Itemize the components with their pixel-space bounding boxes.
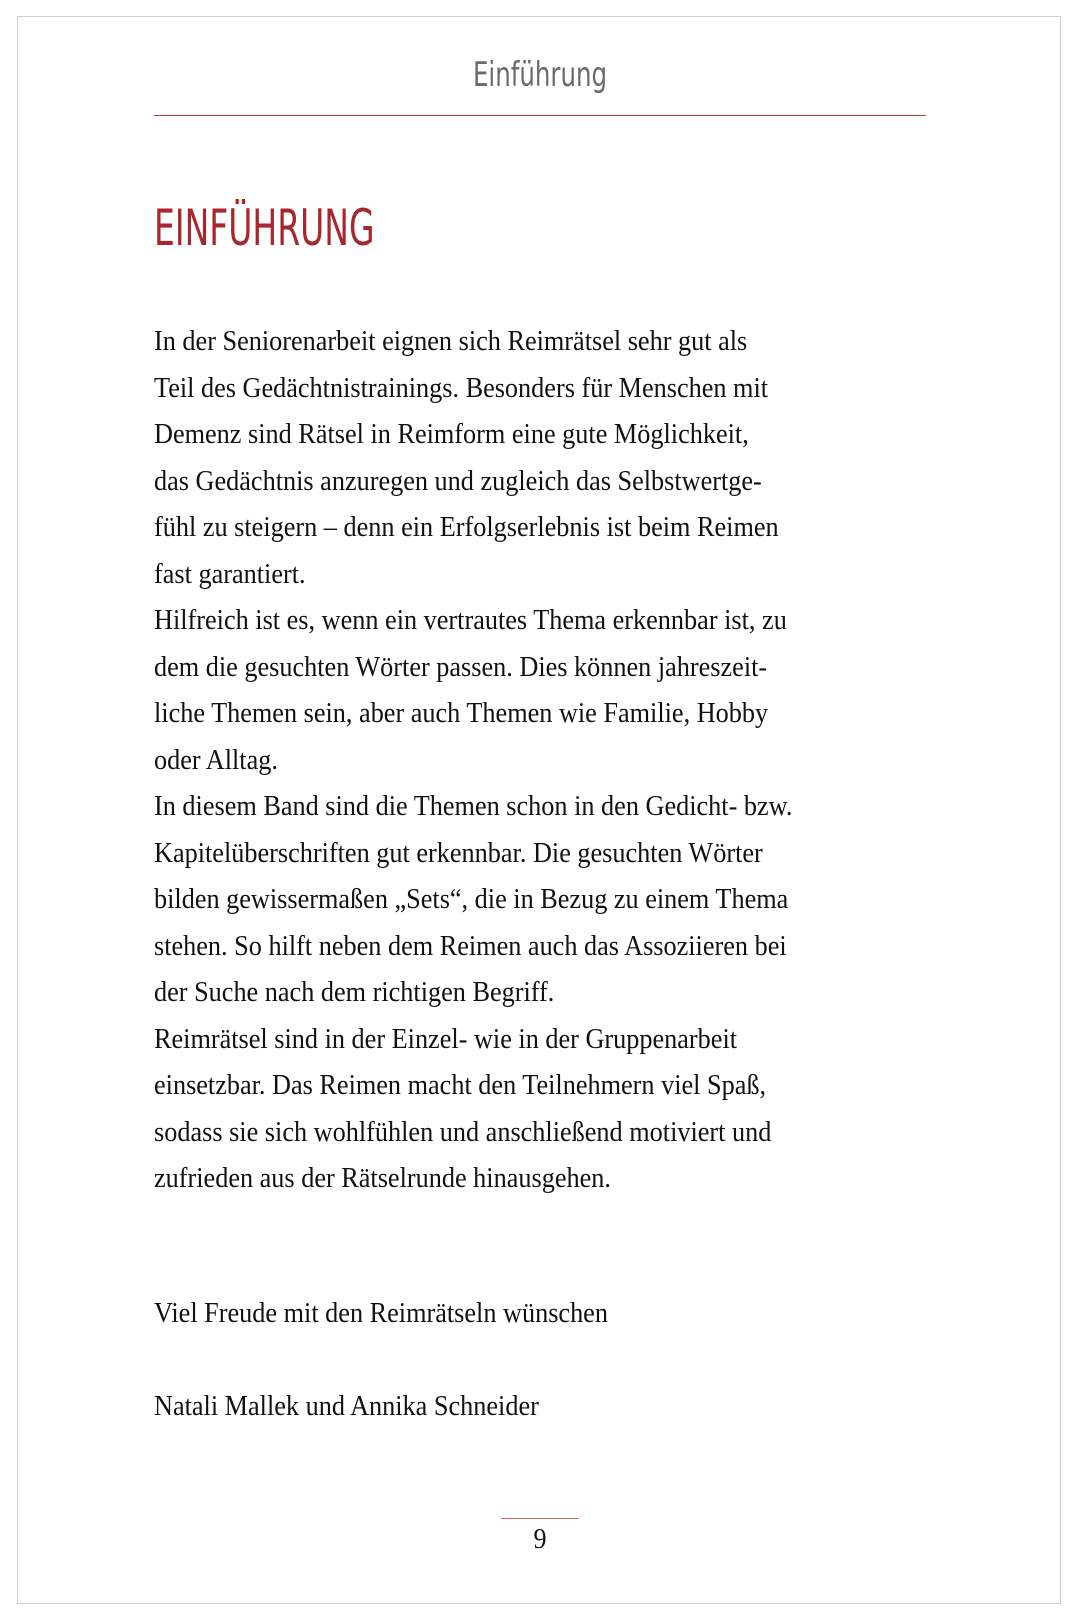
- body-line: liche Themen sein, aber auch Themen wie Familie, Hobby: [154, 697, 769, 729]
- footer-rule: [501, 1518, 579, 1519]
- body-line: Hilfreich ist es, wenn ein vertrautes Thema erkennbar ist, zu: [154, 604, 787, 636]
- body-line: stehen. So hilft neben dem Reimen auch das Assoziieren bei: [154, 929, 787, 962]
- body-line: der Suche nach dem richtigen Begriff.: [154, 976, 555, 1008]
- body-line: In der Seniorenarbeit eignen sich Reimrätsel sehr gut als: [154, 325, 748, 357]
- page-number: 9: [533, 1523, 547, 1555]
- body-line: Teil des Gedächtnistrainings. Besonders für Menschen mit: [154, 371, 769, 404]
- body-line: bilden gewissermaßen „Sets“, die in Bezug zu einem Thema: [154, 883, 789, 915]
- body-line: fast garantiert.: [154, 557, 306, 590]
- closing-greeting: Viel Freude mit den Reimrätseln wünschen: [154, 1297, 608, 1329]
- body-line: das Gedächtnis anzuregen und zugleich das Selbstwertge-: [154, 464, 762, 497]
- body-text: [154, 318, 1080, 1202]
- running-head: Einführung: [472, 55, 608, 95]
- chapter-title: EINFÜHRUNG: [154, 199, 375, 257]
- body-line: dem die gesuchten Wörter passen. Dies können jahreszeit-: [154, 650, 768, 683]
- body-line: fühl zu steigern – denn ein Erfolgserlebnis ist beim Reimen: [154, 511, 779, 543]
- body-line: zufrieden aus der Rätselrunde hinausgehen.: [154, 1162, 611, 1194]
- header-rule: [154, 115, 926, 116]
- body-line: oder Alltag.: [154, 743, 278, 776]
- body-line: sodass sie sich wohlfühlen und anschließend motiviert und: [154, 1115, 772, 1148]
- body-line: Demenz sind Rätsel in Reimform eine gute Möglichkeit,: [154, 418, 749, 450]
- body-line: In diesem Band sind die Themen schon in den Gedicht- bzw.: [154, 790, 793, 822]
- body-line: einsetzbar. Das Reimen macht den Teilnehmern viel Spaß,: [154, 1069, 767, 1101]
- author-names: Natali Mallek und Annika Schneider: [154, 1390, 539, 1422]
- body-line: Reimrätsel sind in der Einzel- wie in der Gruppenarbeit: [154, 1022, 738, 1055]
- body-line: Kapitelüberschriften gut erkennbar. Die gesuchten Wörter: [154, 836, 763, 869]
